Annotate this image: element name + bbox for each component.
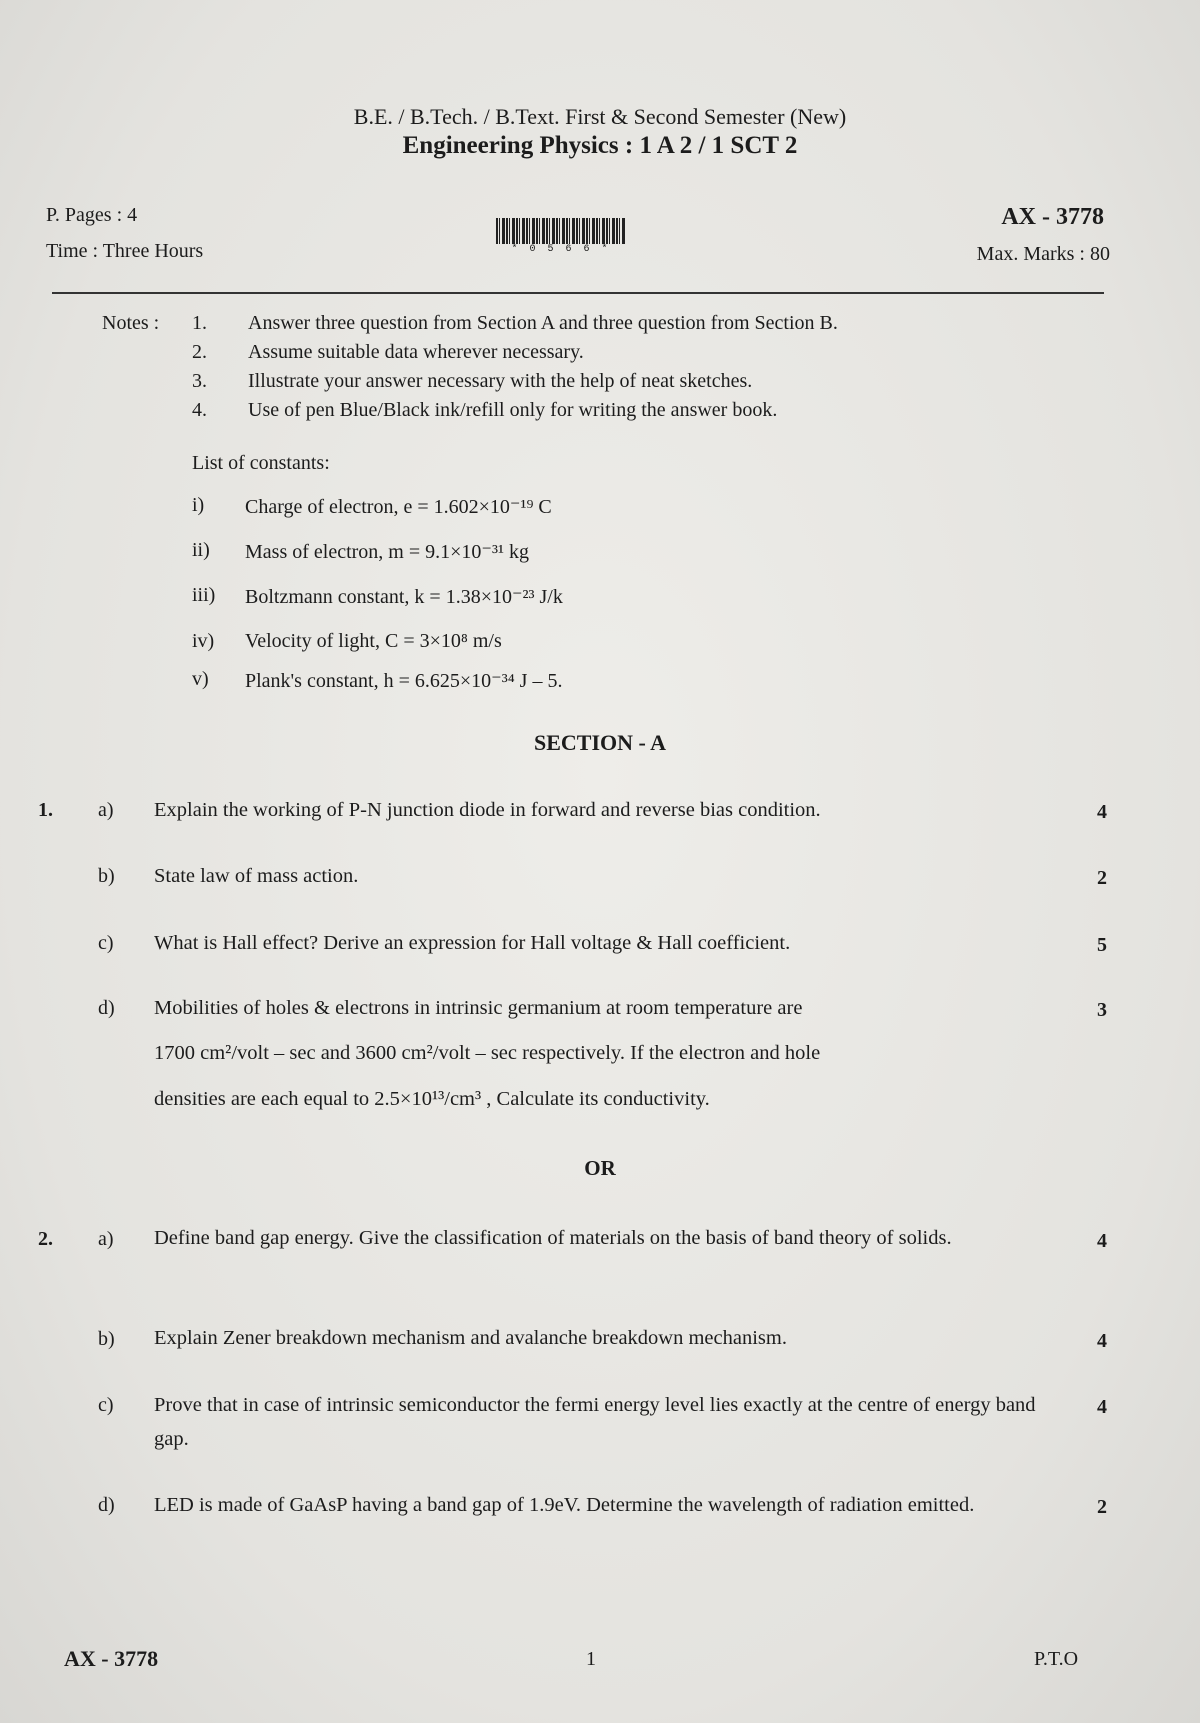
- question-text: Define band gap energy. Give the classification of materials on the basis of band theory of solids.: [154, 1227, 952, 1249]
- question-marks: 4: [1097, 801, 1107, 823]
- note-number: 1.: [192, 312, 207, 334]
- constant-number: ii): [192, 539, 210, 561]
- note-number: 2.: [192, 341, 207, 363]
- exam-subject-title: Engineering Physics : 1 A 2 / 1 SCT 2: [402, 132, 798, 159]
- footer-paper-code: AX - 3778: [64, 1646, 159, 1671]
- exam-course-line: B.E. / B.Tech. / B.Text. First & Second Semester (New): [353, 104, 847, 129]
- max-marks: Max. Marks : 80: [976, 243, 1110, 265]
- page-number: 1: [586, 1648, 596, 1670]
- question-number: 1.: [38, 799, 53, 821]
- question-part-label: b): [98, 865, 115, 887]
- note-text: Answer three question from Section A and three question from Section B.: [248, 312, 838, 334]
- question-text: Prove that in case of intrinsic semiconductor the fermi energy level lies exactly at the centre of energy band gap.: [154, 1394, 1036, 1450]
- note-number: 3.: [192, 370, 207, 392]
- question-text: Explain the working of P-N junction diode in forward and reverse bias condition.: [154, 799, 821, 821]
- constant-text: Boltzmann constant, k = 1.38×10⁻²³ J/k: [245, 586, 563, 608]
- question-text: Explain Zener breakdown mechanism and avalanche breakdown mechanism.: [154, 1327, 787, 1349]
- question-marks: 4: [1097, 1230, 1107, 1252]
- constant-number: iii): [192, 584, 216, 606]
- question-part-label: a): [98, 1228, 114, 1250]
- barcode-icon: [496, 218, 626, 244]
- constant-text: Mass of electron, m = 9.1×10⁻³¹ kg: [245, 541, 529, 563]
- constant-number: i): [192, 494, 205, 516]
- question-marks: 4: [1097, 1396, 1107, 1418]
- question-part-label: d): [98, 997, 115, 1019]
- question-marks: 2: [1097, 1496, 1107, 1518]
- question-part-label: a): [98, 799, 114, 821]
- note-text: Assume suitable data wherever necessary.: [248, 341, 584, 363]
- barcode: [496, 218, 626, 258]
- note-text: Use of pen Blue/Black ink/refill only for writing the answer book.: [248, 399, 778, 421]
- constants-title: List of constants:: [192, 452, 330, 474]
- please-turn-over: P.T.O: [1034, 1648, 1079, 1670]
- question-text: LED is made of GaAsP having a band gap of 1.9eV. Determine the wavelength of radiation emitted.: [154, 1494, 975, 1516]
- question-part-label: d): [98, 1494, 115, 1516]
- question-text-line: 1700 cm²/volt – sec and 3600 cm²/volt – sec respectively. If the electron and hole: [154, 1042, 821, 1064]
- header-divider: [52, 292, 1104, 294]
- constant-text: Velocity of light, C = 3×10⁸ m/s: [245, 630, 502, 652]
- question-number: 2.: [38, 1228, 53, 1250]
- question-marks: 4: [1097, 1330, 1107, 1352]
- constant-text: Charge of electron, e = 1.602×10⁻¹⁹ C: [245, 496, 552, 518]
- question-marks: 5: [1097, 934, 1107, 956]
- constant-number: v): [192, 668, 209, 690]
- question-part-label: b): [98, 1328, 115, 1350]
- note-text: Illustrate your answer necessary with the help of neat sketches.: [248, 370, 753, 392]
- question-text: What is Hall effect? Derive an expression for Hall voltage & Hall coefficient.: [154, 932, 791, 954]
- or-divider: OR: [584, 1156, 616, 1180]
- question-marks: 2: [1097, 867, 1107, 889]
- section-a-title: SECTION - A: [533, 730, 667, 755]
- page-count: P. Pages : 4: [46, 204, 138, 226]
- question-text: State law of mass action.: [154, 865, 359, 887]
- question-text-line: densities are each equal to 2.5×10¹³/cm³ , Calculate its conductivity.: [154, 1088, 710, 1110]
- question-marks: 3: [1097, 999, 1107, 1021]
- question-text-line: Mobilities of holes & electrons in intrinsic germanium at room temperature are: [154, 997, 803, 1019]
- paper-code: AX - 3778: [1001, 204, 1104, 230]
- note-number: 4.: [192, 399, 207, 421]
- constant-text: Plank's constant, h = 6.625×10⁻³⁴ J – 5.: [245, 670, 563, 692]
- barcode-number: * 0 5 6 6 *: [511, 244, 611, 255]
- exam-time: Time : Three Hours: [46, 240, 204, 262]
- notes-label: Notes :: [102, 312, 160, 334]
- question-part-label: c): [98, 932, 114, 954]
- question-part-label: c): [98, 1394, 114, 1416]
- constant-number: iv): [192, 630, 215, 652]
